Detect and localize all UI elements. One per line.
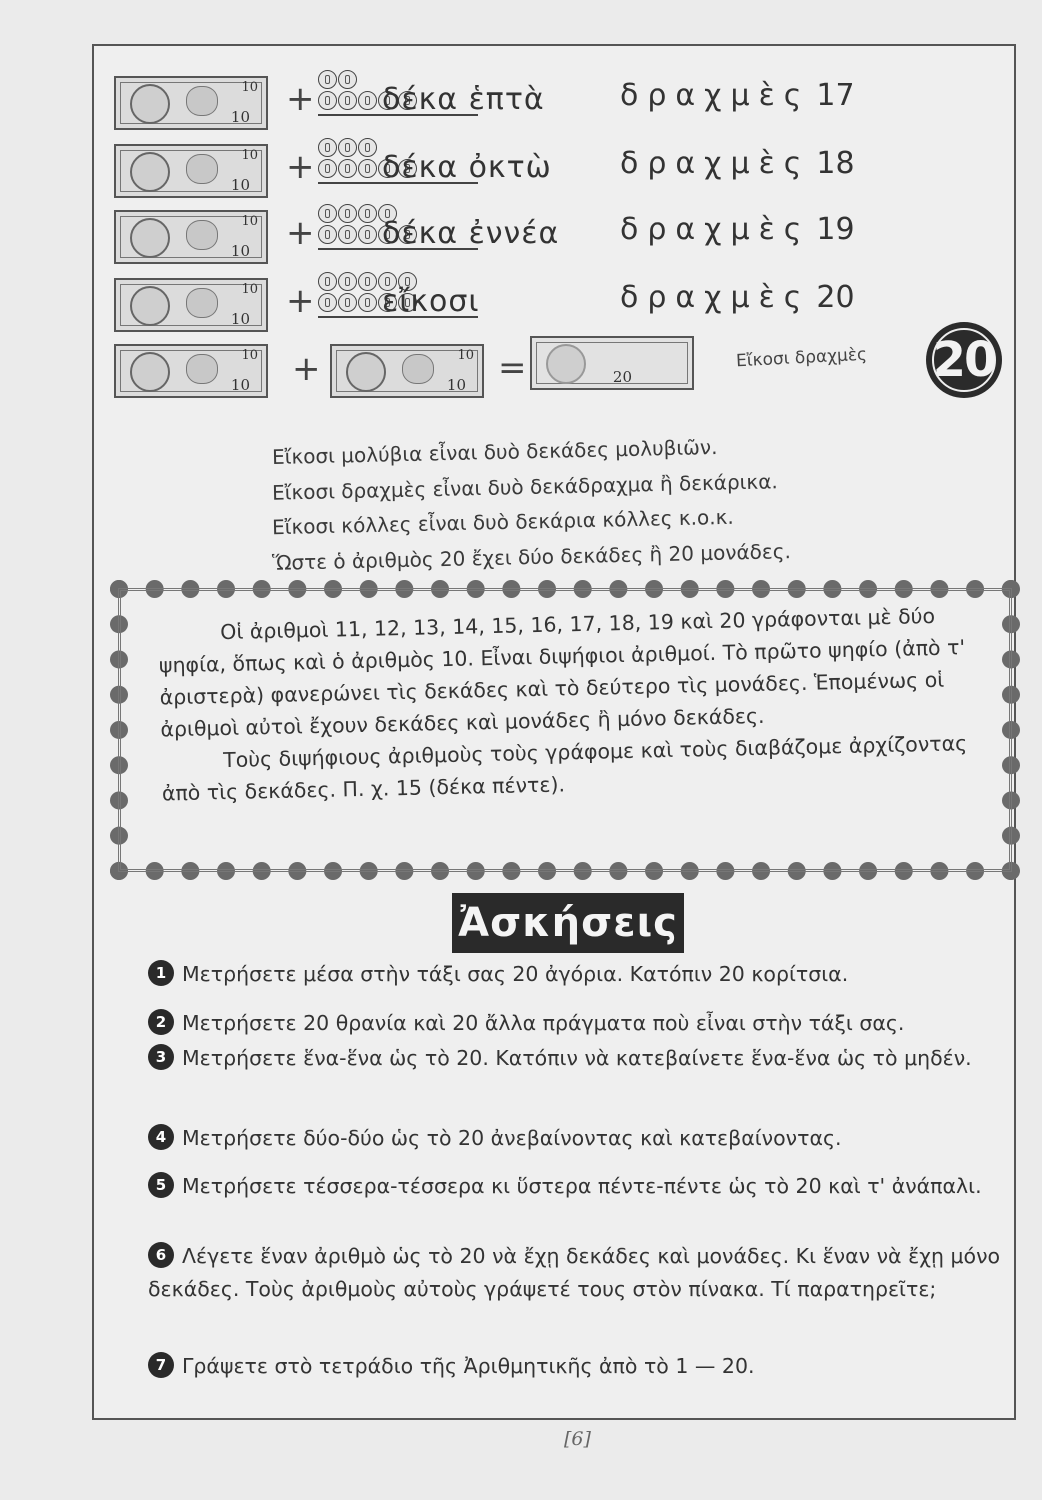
ten-note: 10 10 xyxy=(114,278,268,332)
coin-icon xyxy=(338,91,357,110)
ten-note: 10 10 xyxy=(114,144,268,198)
exercise-number-badge: 4 xyxy=(148,1124,174,1150)
explanation-line: Ὥστε ὁ ἀριθμὸς 20 ἔχει δύο δεκάδες ἢ 20 μονάδες. xyxy=(271,539,792,575)
page-number: [6] xyxy=(564,1428,591,1450)
exercises-title: Ἀσκήσεις xyxy=(452,893,684,953)
exercise-item xyxy=(148,1042,1014,1075)
coin-icon xyxy=(358,138,377,157)
explanation-line: Εἴκοσι κόλλες εἶναι δυὸ δεκάρια κόλλες κ.ο.κ. xyxy=(271,504,735,540)
coin-icon xyxy=(318,225,337,244)
coin-icon xyxy=(338,138,357,157)
exercise-item xyxy=(148,1007,1014,1040)
equals-sign: = xyxy=(498,348,527,388)
exercise-item xyxy=(148,1170,1014,1203)
coin-icon xyxy=(358,204,377,223)
drachmas-amount: δραχμὲς 20 xyxy=(620,280,855,315)
coin-icon xyxy=(318,138,337,157)
coin-icon xyxy=(338,272,357,291)
exercise-number-badge: 3 xyxy=(148,1044,174,1070)
exercise-item xyxy=(148,1240,1014,1306)
twenty-note: 20 xyxy=(530,336,694,390)
ten-note: 10 10 xyxy=(114,344,268,398)
plus-sign: + xyxy=(286,213,315,253)
exercise-text: Μετρήσετε ἕνα-ἕνα ὡς τὸ 20. Κατόπιν νὰ κατεβαίνετε ἕνα-ἕνα ὡς τὸ μηδέν. xyxy=(182,1046,972,1070)
coin-icon xyxy=(358,272,377,291)
plus-sign: + xyxy=(286,281,315,321)
coin-icon xyxy=(318,204,337,223)
exercise-number-badge: 7 xyxy=(148,1352,174,1378)
coin-icon xyxy=(318,70,337,89)
coin-icon xyxy=(338,225,357,244)
twenty-drachmas-caption: Εἴκοσι δραχμὲς xyxy=(735,344,868,372)
exercise-number-badge: 1 xyxy=(148,960,174,986)
exercise-item xyxy=(148,1122,1014,1155)
exercise-number-badge: 2 xyxy=(148,1009,174,1035)
plus-sign: + xyxy=(292,349,321,389)
coin-icon xyxy=(358,225,377,244)
plus-sign: + xyxy=(286,147,315,187)
coin-icon xyxy=(358,293,377,312)
drachmas-amount: δραχμὲς 19 xyxy=(620,212,855,247)
coin-icon xyxy=(338,293,357,312)
coin-icon xyxy=(318,91,337,110)
rule-box-text xyxy=(158,598,1002,809)
exercise-text: Μετρήσετε μέσα στὴν τάξι σας 20 ἀγόρια. Κατόπιν 20 κορίτσια. xyxy=(182,962,849,986)
ten-note: 10 10 xyxy=(114,76,268,130)
coin-icon xyxy=(318,293,337,312)
drachmas-amount: δραχμὲς 17 xyxy=(620,78,855,113)
exercise-text: Μετρήσετε τέσσερα-τέσσερα κι ὕστερα πέντε-πέντε ὡς τὸ 20 καὶ τ' ἀνάπαλι. xyxy=(182,1174,982,1198)
exercise-item xyxy=(148,958,1014,991)
coin-icon xyxy=(338,70,357,89)
coin-icon xyxy=(338,159,357,178)
number-word: εἴκοσι xyxy=(382,284,480,319)
exercise-text: Μετρήσετε δύο-δύο ὡς τὸ 20 ἀνεβαίνοντας καὶ κατεβαίνοντας. xyxy=(182,1126,842,1150)
rule-paragraph: Τοὺς διψήφιους ἀριθμοὺς τοὺς γράφομε καὶ τοὺς διαβάζομε ἀρχίζοντας ἀπὸ τὶς δεκάδες. Π. χ. 15 (δέκα πέντε). xyxy=(161,731,968,806)
rule-paragraph: Οἱ ἀριθμοὶ 11, 12, 13, 14, 15, 16, 17, 18, 19 καὶ 20 γράφονται μὲ δύο ψηφία, ὅπως καὶ ὁ ἀριθμὸς 10. Εἶναι διψήφιοι ἀριθμοί. Τὸ πρῶτο ψηφίο (ἀπὸ τ' ἀριστερὰ) φανερώνει τὶς δεκάδες καὶ τὸ δεύτερο τὶς μονάδες. Ἑπομένως οἱ ἀριθμοὶ αὐτοὶ ἔχουν δεκάδες καὶ μονάδες ἢ μόνο δεκάδες. xyxy=(158,603,966,742)
ten-note: 10 10 xyxy=(114,210,268,264)
exercise-text: Λέγετε ἕναν ἀριθμὸ ὡς τὸ 20 νὰ ἔχῃ δεκάδες καὶ μονάδες. Κι ἕναν νὰ ἔχῃ μόνο δεκάδες. Τοὺς ἀριθμοὺς αὐτοὺς γράψετέ τους στὸν πίνακα. Τί παρατηρεῖτε; xyxy=(148,1244,1001,1301)
coin-icon xyxy=(358,91,377,110)
exercise-number-badge: 5 xyxy=(148,1172,174,1198)
coin-icon xyxy=(338,204,357,223)
coin-icon xyxy=(318,159,337,178)
number-word: δέκα ἐννέα xyxy=(382,216,560,251)
explanation-line: Εἴκοσι μολύβια εἶναι δυὸ δεκάδες μολυβιῶν. xyxy=(271,434,718,470)
coin-icon xyxy=(358,159,377,178)
explanation-line: Εἴκοσι δραχμὲς εἶναι δυὸ δεκάδραχμα ἢ δεκάρικα. xyxy=(271,469,778,505)
exercise-item xyxy=(148,1350,1014,1383)
number-word: δέκα ἑπτὰ xyxy=(382,82,545,117)
coin-icon xyxy=(318,272,337,291)
drachmas-amount: δραχμὲς 18 xyxy=(620,146,855,181)
plus-sign: + xyxy=(286,79,315,119)
exercise-text: Μετρήσετε 20 θρανία καὶ 20 ἄλλα πράγματα ποὺ εἶναι στὴν τάξι σας. xyxy=(182,1011,905,1035)
exercise-text: Γράψετε στὸ τετράδιο τῆς Ἀριθμητικῆς ἀπὸ τὸ 1 — 20. xyxy=(182,1354,755,1378)
exercise-number-badge: 6 xyxy=(148,1242,174,1268)
twenty-badge: 20 xyxy=(926,322,1002,398)
ten-note: 10 10 xyxy=(330,344,484,398)
number-word: δέκα ὀκτὼ xyxy=(382,150,552,185)
